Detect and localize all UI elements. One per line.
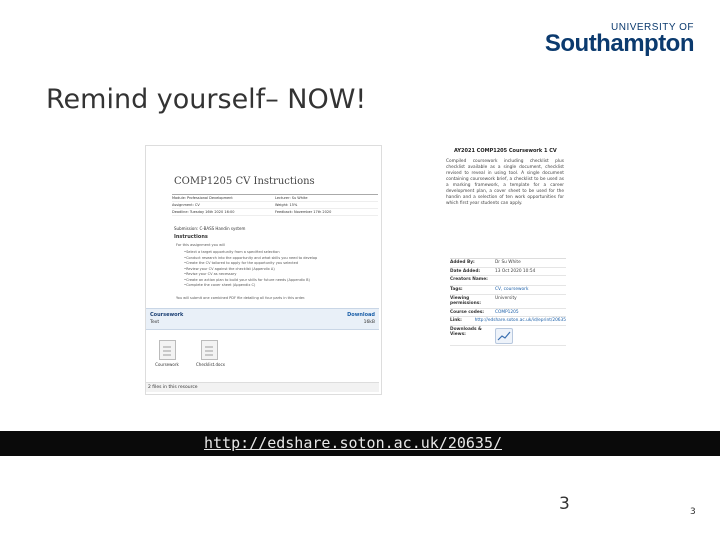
instructions-heading: Instructions [174, 234, 208, 240]
table-row [172, 209, 378, 216]
list-item: • Create an action plan to build your skills for future needs (Appendix B) [184, 278, 317, 284]
meta-key: Date Added: [450, 268, 481, 274]
tag-links[interactable]: CV, coursework [495, 287, 529, 292]
meta-key: Link: [450, 318, 462, 323]
resource-title: AY2021 COMP1205 Coursework 1 CV [454, 148, 557, 154]
meta-value: University [495, 295, 517, 301]
list-item: • Conduct research into the opportunity and what skills you need to develop [184, 256, 317, 262]
table-cell: Weight: 15% [275, 203, 298, 207]
meta-key: Creators Name: [450, 277, 488, 282]
list-item: • Review your CV against the checklist (Appendix A) [184, 267, 317, 273]
coursework-file-bar [146, 308, 379, 330]
instructions-title: COMP1205 CV Instructions [174, 176, 315, 187]
instructions-intro: For this assignment you will [176, 243, 225, 247]
meta-row-tags [450, 286, 566, 295]
slide-number: 3 [559, 494, 570, 514]
meta-row-creators [450, 276, 566, 286]
file-name: Checklist.docx [196, 362, 226, 367]
meta-row-added-by [450, 259, 566, 268]
document-icon [201, 340, 218, 360]
resource-details-screenshot [432, 145, 572, 388]
meta-key: Downloads & Views: [450, 326, 482, 337]
logo-university-of: UNIVERSITY OF [611, 22, 694, 33]
meta-row-downloads [450, 326, 566, 346]
coursework-label: Coursework [150, 312, 184, 318]
table-row [172, 195, 378, 202]
resource-link[interactable]: http://edshare.soton.ac.uk/id/eprint/20635 [474, 318, 566, 323]
meta-key: Viewing permissions: [450, 295, 481, 306]
assignment-details-table [172, 194, 378, 216]
meta-row-link [450, 317, 566, 326]
table-cell: Lecturer: Su White [275, 196, 308, 200]
meta-value: 13 Oct 2020 10:54 [495, 268, 536, 274]
file-name: Coursework [155, 362, 179, 367]
edshare-link[interactable]: http://edshare.soton.ac.uk/20635/ [204, 434, 503, 452]
file-coursework[interactable] [154, 340, 180, 367]
list-item: • Select a target opportunity from a specified selection [184, 250, 317, 256]
table-cell: Module: Professional Development [172, 196, 233, 200]
table-cell: Assignment: CV [172, 203, 200, 207]
meta-value: Dr Su White [495, 260, 521, 265]
meta-row-course-codes [450, 309, 566, 318]
footer-page-number: 3 [690, 507, 696, 517]
logo-southampton: Southampton [544, 30, 694, 57]
list-item: • Create the CV tailored to apply for the opportunity you selected [184, 261, 317, 267]
instructions-screenshot [145, 145, 382, 395]
link-bar [0, 431, 720, 456]
file-size: 16kB [363, 320, 375, 325]
meta-row-date-added [450, 268, 566, 277]
table-cell: Deadline: Tuesday 16th 2020 16:00 [172, 210, 235, 214]
meta-key: Tags: [450, 287, 463, 292]
list-item: • Revise your CV as necessary [184, 272, 317, 278]
course-code-link[interactable]: COMP1205 [495, 309, 519, 315]
meta-row-permissions [450, 295, 566, 309]
meta-key: Course codes: [450, 309, 485, 315]
submission-note: You will submit one combined PDF file detailing all four parts in this order. [176, 296, 306, 300]
document-icon [159, 340, 176, 360]
resource-description: Compiled coursework including checklist plus checklist available as a single document, checklist revised to reveal in using tool. A single document containing coursework brief, a checklist to be used as a marking framework, a template for a career development plan, a cover sheet to be used for the handin and a selection of ten work opportunities for which first year students can apply. [446, 159, 564, 206]
slide-title: Remind yourself– NOW! [46, 84, 367, 115]
files-count: 2 files in this resource [146, 382, 379, 392]
instructions-list [184, 250, 317, 289]
list-item: • Complete the cover sheet (Appendix C) [184, 283, 317, 289]
university-logo [544, 22, 694, 58]
meta-key: Added By: [450, 260, 475, 265]
stats-chart-icon[interactable] [495, 328, 513, 344]
meta-value [495, 276, 566, 285]
download-link[interactable]: Download [347, 312, 375, 318]
file-checklist[interactable] [196, 340, 226, 367]
submission-line: Submission: C-BASS Handin system [174, 226, 246, 231]
table-cell: Feedback: November 17th 2020 [275, 210, 332, 214]
coursework-type: Text [150, 320, 160, 325]
resource-metadata [450, 258, 566, 346]
table-row [172, 202, 378, 209]
